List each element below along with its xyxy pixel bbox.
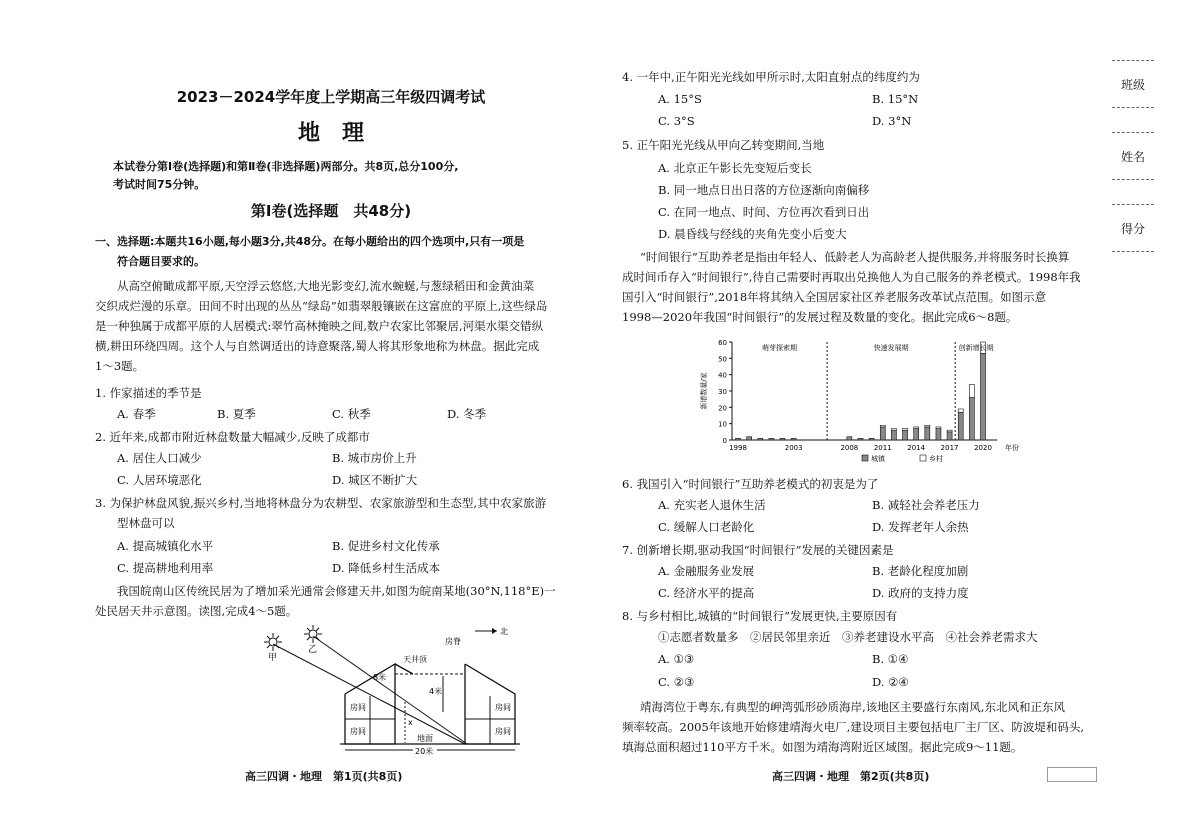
north-arrow-icon (492, 628, 497, 634)
bar-urban (958, 412, 963, 440)
legend-urban: 城镇 (871, 455, 885, 463)
q3-stem-1: 3. 为保护林盘风貌,振兴乡村,当地将林盘分为农耕型、农家旅游型和生态型,其中农家旅游 (95, 496, 547, 510)
passage3-line: 1998—2020年我国“时间银行”的发展过程及数量的变化。据此完成6～8题。 (622, 310, 1018, 324)
q6-option-a: A. 充实老人退休生活 (658, 498, 766, 512)
bar-rural (936, 427, 941, 429)
q8-statements: ①志愿者数量多 ②居民邻里亲近 ③养老建设水平高 ④社会养老需求大 (658, 630, 1038, 644)
subject-title: 地 理 (297, 121, 364, 146)
bar-urban (736, 438, 741, 440)
q4-stem: 4. 一年中,正午阳光光线如甲所示时,太阳直射点的纬度约为 (622, 70, 920, 84)
passage1-line: 1～3题。 (95, 359, 145, 373)
bar-urban (914, 429, 919, 440)
q1-option-a: A. 春季 (117, 407, 156, 421)
section-instruction-2: 符合题目要求的。 (117, 255, 205, 268)
passage1-line: 横,耕田环绕四周。这个人与自然调适出的诗意聚落,蜀人将其形象地称为林盘。据此完成 (95, 339, 540, 353)
bar-rural (914, 427, 919, 429)
y-tick-label: 40 (718, 371, 727, 380)
y-tick-label: 30 (718, 388, 727, 396)
q1-stem: 1. 作家描述的季节是 (95, 386, 202, 400)
x-tick-label: 2020 (974, 444, 992, 452)
label-dimian: 地面 (417, 734, 433, 743)
passage1-line: 交织成烂漫的乐章。田间不时出现的丛丛“绿岛”如翡翠般镶嵌在这富庶的平原上,这些绿岛 (95, 299, 548, 313)
label-tianjingding: 天井顶 (403, 655, 427, 664)
q1-option-d: D. 冬季 (447, 407, 487, 421)
q6-stem: 6. 我国引入“时间银行”互助养老模式的初衷是为了 (622, 477, 879, 491)
intro-line-1: 本试卷分第Ⅰ卷(选择题)和第Ⅱ卷(非选择题)两部分。共8页,总分100分, (113, 160, 459, 173)
bar-rural (947, 430, 952, 432)
q3-option-a: A. 提高城镇化水平 (117, 539, 214, 553)
x-tick-label: 1998 (729, 444, 747, 452)
q1-option-c: C. 秋季 (332, 407, 371, 421)
q7-option-c: C. 经济水平的提高 (658, 586, 755, 600)
q3-option-b: B. 促进乡村文化传承 (332, 539, 440, 553)
bar-urban (903, 430, 908, 440)
label-4m: 4米 (429, 687, 443, 696)
intro-line-2: 考试时间75分钟。 (113, 178, 206, 191)
q2-stem: 2. 近年来,成都市附近林盘数量大幅减少,反映了成都市 (95, 430, 370, 444)
x-tick-label: 2014 (907, 444, 926, 452)
q3-option-c: C. 提高耕地利用率 (117, 561, 214, 575)
q5-option-d: D. 晨昏线与经线的夹角先变小后变大 (658, 227, 847, 241)
name-field-blank[interactable] (1112, 180, 1154, 205)
label-x: x (408, 718, 413, 727)
period-label: 创新增长期 (958, 344, 994, 352)
section-instruction-1: 一、选择题:本题共16小题,每小题3分,共48分。在每小题给出的四个选项中,只有一项是 (95, 235, 525, 248)
bar-urban (747, 437, 752, 440)
class-field-blank[interactable] (1112, 108, 1154, 133)
y-axis-label: 新增数量/家 (700, 372, 708, 410)
legend-swatch-urban (862, 455, 868, 461)
passage1-line: 是一种独属于成都平原的人居模式:翠竹高林掩映之间,数户农家比邻聚居,河渠水渠交错纵 (95, 319, 544, 333)
room-label: 房间 (495, 703, 511, 712)
period-label: 萌芽探索期 (762, 344, 798, 352)
passage2-line: 处民居天井示意图。读图,完成4～5题。 (95, 604, 298, 618)
bar-urban (847, 437, 852, 440)
passage3-line: 国引入“时间银行”,2018年将其纳入全国居家社区养老服务改革试点范围。如图示意 (622, 290, 1047, 304)
footer-right: 高三四调・地理 第2页(共8页) (772, 770, 930, 783)
x-tick-label: 2017 (940, 444, 959, 452)
passage4-line: 靖海湾位于粤东,有典型的岬湾弧形砂质海岸,该地区主要盛行东南风,东北风和正东风 (640, 700, 1065, 714)
q1-option-b: B. 夏季 (217, 407, 256, 421)
passage2-line: 我国皖南山区传统民居为了增加采光通常会修建天井,如图为皖南某地(30°N,118°E)一 (117, 584, 556, 598)
x-tick-label: 2008 (840, 444, 859, 452)
q5-option-b: B. 同一地点日出日落的方位逐渐向南偏移 (658, 183, 870, 197)
q4-option-a: A. 15°S (658, 92, 702, 106)
q8-option-c: C. ②③ (658, 675, 695, 689)
q6-option-c: C. 缓解人口老龄化 (658, 520, 755, 534)
y-tick-label: 0 (722, 437, 727, 445)
q8-option-d: D. ②④ (872, 675, 909, 689)
ray-yi (313, 636, 467, 744)
bar-rural (903, 429, 908, 431)
q6-option-d: D. 发挥老年人余热 (872, 520, 969, 534)
passage4-line: 频率较高。2005年该地开始修建靖海火电厂,建设项目主要包括电厂主厂区、防波堤和码头, (622, 720, 1085, 734)
q7-option-a: A. 金融服务业发展 (658, 564, 755, 578)
room-label: 房间 (495, 727, 511, 736)
passage1-line: 从高空俯瞰成都平原,天空浮云悠悠,大地光影变幻,流水蜿蜒,与葱绿稻田和金黄油菜 (117, 279, 535, 293)
q3-option-d: D. 降低乡村生活成本 (332, 561, 441, 575)
bar-urban (791, 438, 796, 440)
label-fangji: 房脊 (445, 637, 461, 646)
q4-option-d: D. 3°N (872, 114, 912, 128)
bar-urban (947, 432, 952, 440)
room-label: 房间 (350, 727, 366, 736)
q7-option-d: D. 政府的支持力度 (872, 586, 969, 600)
room-label: 房间 (350, 703, 366, 712)
bar-urban (758, 438, 763, 440)
y-tick-label: 50 (718, 355, 727, 364)
bar-urban (780, 438, 785, 440)
q7-option-b: B. 老龄化程度加剧 (872, 564, 969, 578)
y-tick-label: 20 (718, 404, 727, 413)
passage4-line: 填海总面积超过110平方千米。如图为靖海湾附近区域图。据此完成9～11题。 (622, 740, 1023, 754)
legend-swatch-rural (920, 455, 926, 461)
bar-rural (891, 429, 896, 431)
bar-rural (958, 409, 963, 412)
label-north: 北 (500, 627, 508, 636)
footer-left: 高三四调・地理 第1页(共8页) (245, 770, 403, 783)
score-field-label: 得分 (1112, 205, 1154, 252)
bar-urban (869, 438, 874, 440)
x-axis-label: 年份 (1005, 444, 1019, 452)
q2-option-a: A. 居住人口减少 (117, 451, 202, 465)
class-field-label: 班级 (1112, 60, 1154, 108)
q2-option-c: C. 人居环境恶化 (117, 473, 202, 487)
q4-option-c: C. 3°S (658, 114, 695, 128)
label-20m: 20米 (415, 747, 434, 756)
q5-stem: 5. 正午阳光光线从甲向乙转变期间,当地 (622, 138, 825, 152)
q5-option-c: C. 在同一地点、时间、方位再次看到日出 (658, 205, 870, 219)
section-title: 第Ⅰ卷(选择题 共48分) (250, 202, 412, 220)
passage3-line: “时间银行”互助养老是指由年轻人、低龄老人为高龄老人提供服务,并将服务时长换算 (640, 250, 1070, 264)
label-jia: 甲 (268, 653, 278, 663)
exam-title: 2023－2024学年度上学期高三年级四调考试 (176, 88, 486, 106)
period-label: 快速发展期 (873, 344, 909, 352)
q6-option-b: B. 减轻社会养老压力 (872, 498, 980, 512)
legend-rural: 乡村 (929, 455, 943, 463)
bar-urban (769, 438, 774, 440)
bar-rural (925, 425, 930, 427)
bar-urban (891, 430, 896, 440)
bar-urban (981, 353, 986, 440)
bar-urban (969, 398, 974, 440)
q7-stem: 7. 创新增长期,驱动我国“时间银行”发展的关键因素是 (622, 543, 894, 557)
name-field-label: 姓名 (1112, 133, 1154, 180)
bar-urban (925, 427, 930, 440)
bar-urban (880, 427, 885, 440)
x-tick-label: 2003 (784, 444, 803, 452)
x-tick-label: 2011 (873, 444, 892, 452)
time-bank-chart (692, 336, 1052, 468)
bar-urban (858, 438, 863, 440)
sun-jia-icon (264, 633, 282, 651)
side-info-strip (1112, 60, 1154, 252)
label-8m: 8米 (373, 673, 387, 682)
courtyard-diagram (245, 622, 525, 756)
q4-option-b: B. 15°N (872, 92, 919, 106)
q2-option-b: B. 城市房价上升 (332, 451, 417, 465)
y-tick-label: 10 (718, 420, 727, 429)
q3-stem-2: 型林盘可以 (117, 516, 175, 530)
q8-option-b: B. ①④ (872, 652, 909, 666)
q5-option-a: A. 北京正午影长先变短后变长 (658, 161, 812, 175)
bar-urban (936, 429, 941, 440)
left-page (95, 0, 567, 827)
bar-rural (969, 384, 974, 397)
y-tick-label: 60 (718, 339, 727, 347)
q2-option-d: D. 城区不断扩大 (332, 473, 418, 487)
q8-option-a: A. ①③ (658, 652, 695, 666)
passage3-line: 成时间币存入“时间银行”,待自己需要时再取出兑换他人为自己服务的养老模式。1998年我 (622, 270, 1081, 284)
score-box[interactable] (1047, 767, 1097, 782)
right-page (622, 0, 1100, 827)
bar-rural (880, 425, 885, 427)
q8-stem: 8. 与乡村相比,城镇的“时间银行”发展更快,主要原因有 (622, 609, 898, 623)
label-yi: 乙 (308, 645, 318, 655)
